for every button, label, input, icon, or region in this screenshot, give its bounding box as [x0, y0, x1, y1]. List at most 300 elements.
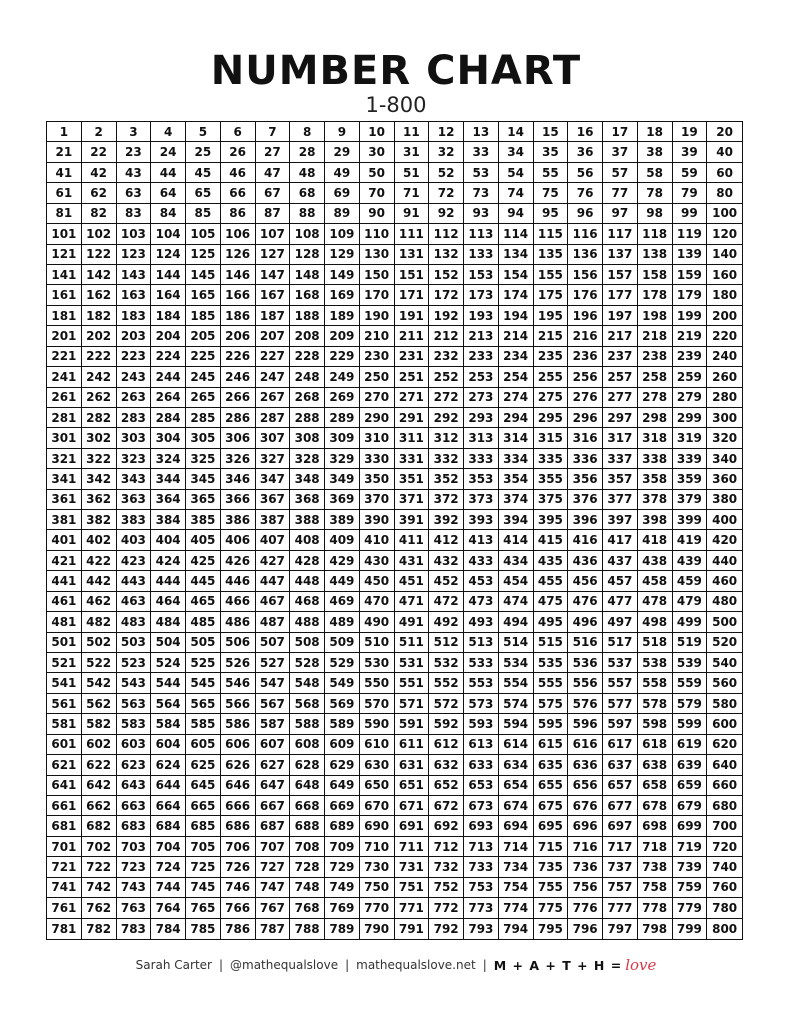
number-cell: 322	[82, 449, 117, 469]
number-cell: 507	[256, 633, 291, 653]
number-cell: 336	[568, 449, 603, 469]
number-cell: 529	[325, 653, 360, 673]
number-cell: 797	[603, 919, 638, 939]
number-cell: 501	[47, 633, 82, 653]
number-cell: 23	[117, 142, 152, 162]
number-cell: 681	[47, 816, 82, 836]
number-cell: 252	[429, 367, 464, 387]
number-cell: 704	[151, 837, 186, 857]
number-cell: 568	[290, 694, 325, 714]
number-cell: 703	[117, 837, 152, 857]
number-cell: 52	[429, 163, 464, 183]
number-cell: 742	[82, 878, 117, 898]
number-cell: 32	[429, 142, 464, 162]
number-cell: 799	[673, 919, 708, 939]
number-cell: 9	[325, 122, 360, 142]
number-cell: 594	[499, 714, 534, 734]
number-cell: 157	[603, 265, 638, 285]
number-cell: 137	[603, 245, 638, 265]
number-cell: 367	[256, 490, 291, 510]
number-cell: 680	[707, 796, 742, 816]
number-cell: 114	[499, 224, 534, 244]
number-cell: 77	[603, 183, 638, 203]
number-cell: 402	[82, 530, 117, 550]
number-cell: 743	[117, 878, 152, 898]
number-cell: 169	[325, 285, 360, 305]
number-cell: 654	[499, 776, 534, 796]
number-cell: 564	[151, 694, 186, 714]
number-cell: 64	[151, 183, 186, 203]
number-cell: 354	[499, 469, 534, 489]
number-cell: 701	[47, 837, 82, 857]
number-cell: 605	[186, 735, 221, 755]
number-cell: 571	[395, 694, 430, 714]
number-cell: 33	[464, 142, 499, 162]
number-cell: 415	[534, 530, 569, 550]
number-cell: 172	[429, 285, 464, 305]
number-cell: 164	[151, 285, 186, 305]
number-cell: 78	[638, 183, 673, 203]
number-cell: 311	[395, 428, 430, 448]
number-cell: 1	[47, 122, 82, 142]
number-cell: 161	[47, 285, 82, 305]
number-cell: 211	[395, 326, 430, 346]
number-cell: 759	[673, 878, 708, 898]
number-cell: 105	[186, 224, 221, 244]
number-cell: 24	[151, 142, 186, 162]
number-cell: 389	[325, 510, 360, 530]
number-cell: 152	[429, 265, 464, 285]
number-cell: 165	[186, 285, 221, 305]
number-cell: 331	[395, 449, 430, 469]
number-cell: 561	[47, 694, 82, 714]
number-cell: 515	[534, 633, 569, 653]
number-cell: 771	[395, 898, 430, 918]
number-cell: 506	[221, 633, 256, 653]
number-cell: 334	[499, 449, 534, 469]
number-cell: 727	[256, 857, 291, 877]
number-cell: 612	[429, 735, 464, 755]
number-cell: 770	[360, 898, 395, 918]
number-cell: 588	[290, 714, 325, 734]
number-cell: 427	[256, 551, 291, 571]
number-cell: 300	[707, 408, 742, 428]
number-cell: 74	[499, 183, 534, 203]
number-cell: 739	[673, 857, 708, 877]
number-cell: 113	[464, 224, 499, 244]
number-cell: 700	[707, 816, 742, 836]
number-cell: 780	[707, 898, 742, 918]
number-cell: 444	[151, 571, 186, 591]
number-cell: 760	[707, 878, 742, 898]
number-cell: 466	[221, 592, 256, 612]
number-cell: 592	[429, 714, 464, 734]
number-cell: 537	[603, 653, 638, 673]
number-cell: 473	[464, 592, 499, 612]
number-cell: 242	[82, 367, 117, 387]
number-cell: 791	[395, 919, 430, 939]
number-cell: 581	[47, 714, 82, 734]
number-cell: 785	[186, 919, 221, 939]
number-cell: 514	[499, 633, 534, 653]
number-cell: 750	[360, 878, 395, 898]
number-cell: 678	[638, 796, 673, 816]
number-cell: 19	[673, 122, 708, 142]
number-cell: 379	[673, 490, 708, 510]
number-cell: 755	[534, 878, 569, 898]
number-cell: 445	[186, 571, 221, 591]
number-cell: 732	[429, 857, 464, 877]
number-cell: 649	[325, 776, 360, 796]
number-cell: 425	[186, 551, 221, 571]
number-cell: 121	[47, 245, 82, 265]
number-cell: 134	[499, 245, 534, 265]
number-cell: 524	[151, 653, 186, 673]
number-cell: 546	[221, 673, 256, 693]
number-cell: 243	[117, 367, 152, 387]
number-cell: 597	[603, 714, 638, 734]
number-cell: 163	[117, 285, 152, 305]
number-cell: 768	[290, 898, 325, 918]
footer-handle: @mathequalslove	[230, 958, 339, 972]
number-cell: 439	[673, 551, 708, 571]
number-cell: 182	[82, 306, 117, 326]
number-cell: 399	[673, 510, 708, 530]
number-cell: 67	[256, 183, 291, 203]
number-cell: 221	[47, 347, 82, 367]
number-cell: 150	[360, 265, 395, 285]
number-cell: 714	[499, 837, 534, 857]
number-cell: 325	[186, 449, 221, 469]
number-cell: 696	[568, 816, 603, 836]
number-cell: 784	[151, 919, 186, 939]
number-cell: 620	[707, 735, 742, 755]
number-cell: 457	[603, 571, 638, 591]
number-cell: 239	[673, 347, 708, 367]
number-cell: 44	[151, 163, 186, 183]
number-cell: 558	[638, 673, 673, 693]
number-cell: 175	[534, 285, 569, 305]
number-cell: 92	[429, 204, 464, 224]
number-cell: 222	[82, 347, 117, 367]
number-cell: 329	[325, 449, 360, 469]
number-cell: 36	[568, 142, 603, 162]
number-cell: 299	[673, 408, 708, 428]
number-cell: 327	[256, 449, 291, 469]
number-cell: 317	[603, 428, 638, 448]
number-cell: 733	[464, 857, 499, 877]
number-cell: 225	[186, 347, 221, 367]
number-cell: 186	[221, 306, 256, 326]
number-cell: 350	[360, 469, 395, 489]
number-cell: 757	[603, 878, 638, 898]
number-cell: 610	[360, 735, 395, 755]
number-cell: 691	[395, 816, 430, 836]
number-cell: 277	[603, 388, 638, 408]
number-cell: 79	[673, 183, 708, 203]
number-cell: 275	[534, 388, 569, 408]
number-cell: 314	[499, 428, 534, 448]
number-cell: 736	[568, 857, 603, 877]
number-cell: 158	[638, 265, 673, 285]
number-cell: 80	[707, 183, 742, 203]
number-cell: 171	[395, 285, 430, 305]
number-cell: 217	[603, 326, 638, 346]
number-cell: 721	[47, 857, 82, 877]
number-cell: 14	[499, 122, 534, 142]
number-cell: 341	[47, 469, 82, 489]
number-cell: 313	[464, 428, 499, 448]
number-cell: 447	[256, 571, 291, 591]
number-cell: 361	[47, 490, 82, 510]
number-cell: 548	[290, 673, 325, 693]
number-cell: 781	[47, 919, 82, 939]
number-cell: 414	[499, 530, 534, 550]
number-cell: 763	[117, 898, 152, 918]
number-cell: 241	[47, 367, 82, 387]
number-cell: 494	[499, 612, 534, 632]
number-cell: 618	[638, 735, 673, 755]
number-cell: 555	[534, 673, 569, 693]
number-cell: 27	[256, 142, 291, 162]
number-cell: 278	[638, 388, 673, 408]
number-cell: 353	[464, 469, 499, 489]
number-cell: 646	[221, 776, 256, 796]
number-cell: 752	[429, 878, 464, 898]
number-cell: 410	[360, 530, 395, 550]
number-cell: 534	[499, 653, 534, 673]
number-cell: 37	[603, 142, 638, 162]
number-cell: 58	[638, 163, 673, 183]
number-cell: 538	[638, 653, 673, 673]
number-cell: 306	[221, 428, 256, 448]
number-cell: 666	[221, 796, 256, 816]
number-cell: 405	[186, 530, 221, 550]
number-cell: 556	[568, 673, 603, 693]
number-cell: 372	[429, 490, 464, 510]
number-cell: 433	[464, 551, 499, 571]
number-cell: 560	[707, 673, 742, 693]
number-cell: 707	[256, 837, 291, 857]
number-cell: 418	[638, 530, 673, 550]
number-cell: 452	[429, 571, 464, 591]
number-cell: 674	[499, 796, 534, 816]
number-cell: 493	[464, 612, 499, 632]
number-cell: 249	[325, 367, 360, 387]
number-cell: 269	[325, 388, 360, 408]
number-cell: 31	[395, 142, 430, 162]
number-cell: 381	[47, 510, 82, 530]
number-cell: 775	[534, 898, 569, 918]
number-cell: 685	[186, 816, 221, 836]
number-cell: 422	[82, 551, 117, 571]
number-cell: 191	[395, 306, 430, 326]
number-cell: 223	[117, 347, 152, 367]
number-cell: 479	[673, 592, 708, 612]
number-cell: 688	[290, 816, 325, 836]
number-cell: 478	[638, 592, 673, 612]
number-cell: 349	[325, 469, 360, 489]
number-cell: 38	[638, 142, 673, 162]
number-cell: 59	[673, 163, 708, 183]
number-cell: 603	[117, 735, 152, 755]
number-cell: 719	[673, 837, 708, 857]
number-cell: 499	[673, 612, 708, 632]
number-cell: 119	[673, 224, 708, 244]
number-cell: 362	[82, 490, 117, 510]
footer-author: Sarah Carter	[135, 958, 212, 972]
number-cell: 228	[290, 347, 325, 367]
number-cell: 337	[603, 449, 638, 469]
number-cell: 596	[568, 714, 603, 734]
number-cell: 176	[568, 285, 603, 305]
number-cell: 179	[673, 285, 708, 305]
number-cell: 536	[568, 653, 603, 673]
number-cell: 731	[395, 857, 430, 877]
number-cell: 294	[499, 408, 534, 428]
number-cell: 795	[534, 919, 569, 939]
number-cell: 699	[673, 816, 708, 836]
number-cell: 530	[360, 653, 395, 673]
number-cell: 576	[568, 694, 603, 714]
number-cell: 138	[638, 245, 673, 265]
number-cell: 436	[568, 551, 603, 571]
number-cell: 412	[429, 530, 464, 550]
number-cell: 769	[325, 898, 360, 918]
number-cell: 593	[464, 714, 499, 734]
number-cell: 360	[707, 469, 742, 489]
number-cell: 284	[151, 408, 186, 428]
number-cell: 642	[82, 776, 117, 796]
number-cell: 616	[568, 735, 603, 755]
number-cell: 20	[707, 122, 742, 142]
number-cell: 287	[256, 408, 291, 428]
number-cell: 487	[256, 612, 291, 632]
number-cell: 110	[360, 224, 395, 244]
number-cell: 111	[395, 224, 430, 244]
number-cell: 267	[256, 388, 291, 408]
number-cell: 126	[221, 245, 256, 265]
number-cell: 232	[429, 347, 464, 367]
number-cell: 648	[290, 776, 325, 796]
number-cell: 149	[325, 265, 360, 285]
number-cell: 201	[47, 326, 82, 346]
number-cell: 235	[534, 347, 569, 367]
number-cell: 469	[325, 592, 360, 612]
number-cell: 528	[290, 653, 325, 673]
number-cell: 489	[325, 612, 360, 632]
number-cell: 456	[568, 571, 603, 591]
number-cell: 531	[395, 653, 430, 673]
number-cell: 472	[429, 592, 464, 612]
number-cell: 326	[221, 449, 256, 469]
number-cell: 16	[568, 122, 603, 142]
number-cell: 384	[151, 510, 186, 530]
number-cell: 608	[290, 735, 325, 755]
number-cell: 450	[360, 571, 395, 591]
number-cell: 762	[82, 898, 117, 918]
number-cell: 22	[82, 142, 117, 162]
number-cell: 401	[47, 530, 82, 550]
number-cell: 230	[360, 347, 395, 367]
number-cell: 94	[499, 204, 534, 224]
number-cell: 622	[82, 755, 117, 775]
number-cell: 5	[186, 122, 221, 142]
number-cell: 178	[638, 285, 673, 305]
number-cell: 310	[360, 428, 395, 448]
number-cell: 26	[221, 142, 256, 162]
number-cell: 662	[82, 796, 117, 816]
number-cell: 712	[429, 837, 464, 857]
number-cell: 628	[290, 755, 325, 775]
number-cell: 40	[707, 142, 742, 162]
number-cell: 682	[82, 816, 117, 836]
number-cell: 146	[221, 265, 256, 285]
number-cell: 91	[395, 204, 430, 224]
number-cell: 76	[568, 183, 603, 203]
number-cell: 695	[534, 816, 569, 836]
number-cell: 274	[499, 388, 534, 408]
number-cell: 664	[151, 796, 186, 816]
number-cell: 68	[290, 183, 325, 203]
number-cell: 740	[707, 857, 742, 877]
number-cell: 465	[186, 592, 221, 612]
number-cell: 777	[603, 898, 638, 918]
number-cell: 497	[603, 612, 638, 632]
number-cell: 773	[464, 898, 499, 918]
number-cell: 582	[82, 714, 117, 734]
number-cell: 559	[673, 673, 708, 693]
number-cell: 789	[325, 919, 360, 939]
number-cell: 135	[534, 245, 569, 265]
number-cell: 796	[568, 919, 603, 939]
number-cell: 251	[395, 367, 430, 387]
number-cell: 377	[603, 490, 638, 510]
number-cell: 726	[221, 857, 256, 877]
number-cell: 709	[325, 837, 360, 857]
number-cell: 296	[568, 408, 603, 428]
number-cell: 670	[360, 796, 395, 816]
number-cell: 117	[603, 224, 638, 244]
number-cell: 716	[568, 837, 603, 857]
number-cell: 75	[534, 183, 569, 203]
number-cell: 21	[47, 142, 82, 162]
number-cell: 156	[568, 265, 603, 285]
number-cell: 502	[82, 633, 117, 653]
number-cell: 413	[464, 530, 499, 550]
number-cell: 690	[360, 816, 395, 836]
number-cell: 747	[256, 878, 291, 898]
number-cell: 153	[464, 265, 499, 285]
number-cell: 552	[429, 673, 464, 693]
number-cell: 508	[290, 633, 325, 653]
number-cell: 112	[429, 224, 464, 244]
number-cell: 599	[673, 714, 708, 734]
number-cell: 187	[256, 306, 291, 326]
number-cell: 614	[499, 735, 534, 755]
number-cell: 307	[256, 428, 291, 448]
number-cell: 43	[117, 163, 152, 183]
number-cell: 787	[256, 919, 291, 939]
number-cell: 51	[395, 163, 430, 183]
number-cell: 87	[256, 204, 291, 224]
number-cell: 573	[464, 694, 499, 714]
number-cell: 2	[82, 122, 117, 142]
number-cell: 553	[464, 673, 499, 693]
number-cell: 339	[673, 449, 708, 469]
number-cell: 567	[256, 694, 291, 714]
number-cell: 429	[325, 551, 360, 571]
